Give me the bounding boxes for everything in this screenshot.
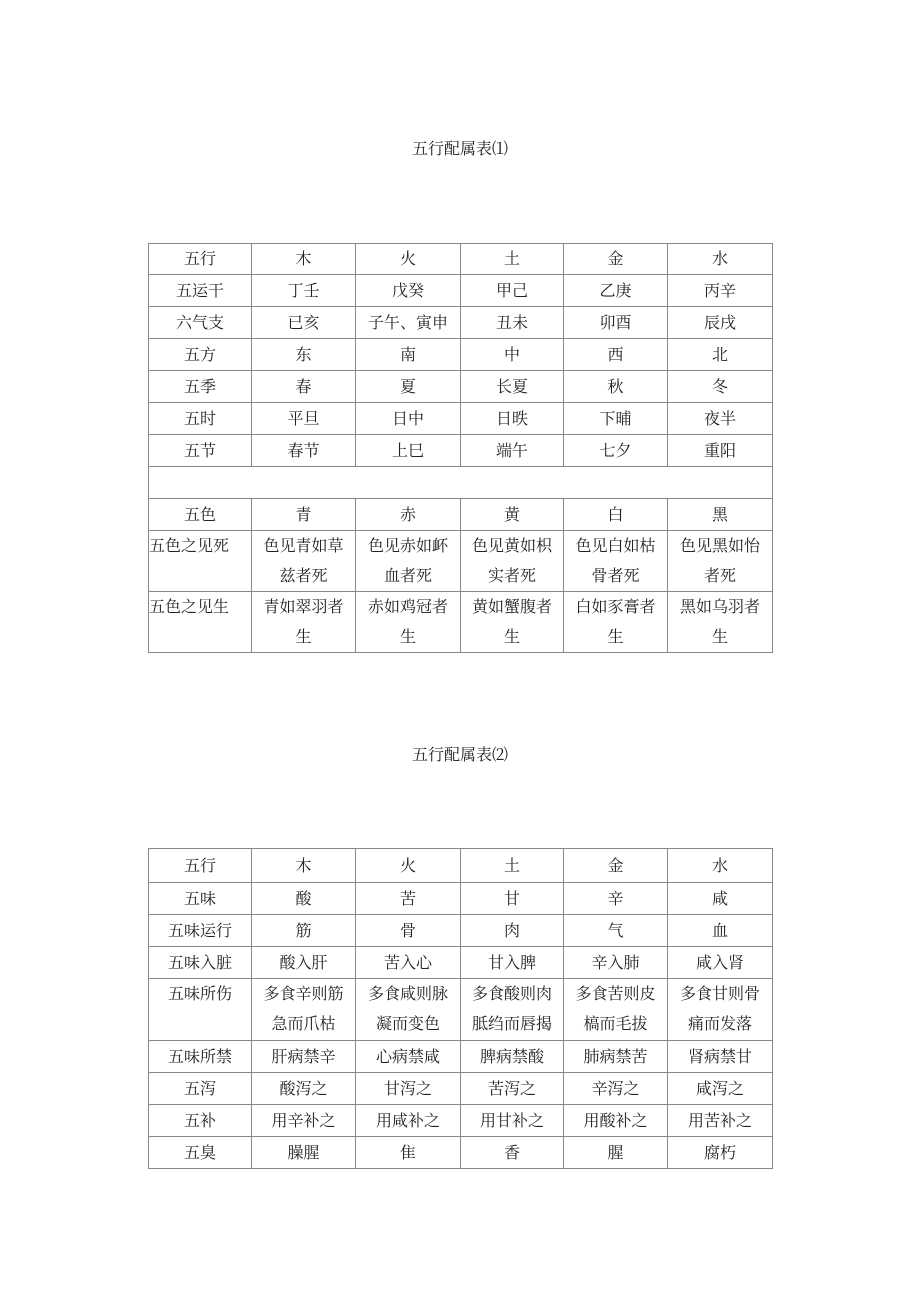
table-cell: 黄 xyxy=(461,499,564,531)
table-cell: 肺病禁苦 xyxy=(564,1041,668,1073)
table-cell: 色见赤如衃 血者死 xyxy=(356,531,461,592)
table-row xyxy=(149,915,773,947)
table-cell: 用辛补之 xyxy=(252,1105,356,1137)
table-cell: 肝病禁辛 xyxy=(252,1041,356,1073)
table-row xyxy=(149,275,773,307)
table-cell: 多食酸则肉 胝绉而唇揭 xyxy=(461,979,564,1041)
table-cell: 甘入脾 xyxy=(461,947,564,979)
table-cell: 冬 xyxy=(668,371,773,403)
table-cell: 北 xyxy=(668,339,773,371)
table-row xyxy=(149,592,773,653)
table-cell: 腥 xyxy=(564,1137,668,1169)
table-row xyxy=(149,1041,773,1073)
table-row xyxy=(149,307,773,339)
table-cell: 咸入肾 xyxy=(668,947,773,979)
table-cell: 脾病禁酸 xyxy=(461,1041,564,1073)
table-cell: 青如翠羽者 生 xyxy=(252,592,356,653)
table-cell: 土 xyxy=(461,849,564,883)
table-cell: 筋 xyxy=(252,915,356,947)
table-cell: 甲己 xyxy=(461,275,564,307)
table-cell: 辰戌 xyxy=(668,307,773,339)
table-cell: 腐朽 xyxy=(668,1137,773,1169)
row-header-cell: 五行 xyxy=(149,849,252,883)
table-cell: 中 xyxy=(461,339,564,371)
table-cell: 夜半 xyxy=(668,403,773,435)
table-cell: 辛泻之 xyxy=(564,1073,668,1105)
table-cell: 日昳 xyxy=(461,403,564,435)
blank-cell xyxy=(149,467,773,499)
blank-row xyxy=(149,467,773,499)
table-row xyxy=(149,1137,773,1169)
table-cell: 黑如乌羽者 生 xyxy=(668,592,773,653)
table-cell: 甘泻之 xyxy=(356,1073,461,1105)
table-row xyxy=(149,1105,773,1137)
table2-title: 五行配属表⑵ xyxy=(411,745,508,764)
table-cell: 酸 xyxy=(252,883,356,915)
table-row xyxy=(149,531,773,592)
table-row xyxy=(149,849,773,883)
table-cell: 金 xyxy=(564,244,668,275)
row-header-cell: 五味所伤 xyxy=(149,979,252,1041)
table-cell: 白 xyxy=(564,499,668,531)
table-cell: 肾病禁甘 xyxy=(668,1041,773,1073)
table-cell: 乙庚 xyxy=(564,275,668,307)
table-cell: 用苦补之 xyxy=(668,1105,773,1137)
five-elements-table-2 xyxy=(148,848,773,1169)
table-cell: 咸 xyxy=(668,883,773,915)
table-cell: 已亥 xyxy=(252,307,356,339)
table-cell: 赤 xyxy=(356,499,461,531)
table1-title: 五行配属表⑴ xyxy=(411,139,508,158)
table-cell: 苦入心 xyxy=(356,947,461,979)
table-cell: 心病禁咸 xyxy=(356,1041,461,1073)
table-cell: 色见白如枯 骨者死 xyxy=(564,531,668,592)
table-cell: 夏 xyxy=(356,371,461,403)
row-header-cell: 五色之见死 xyxy=(149,531,252,592)
table-cell: 苦泻之 xyxy=(461,1073,564,1105)
table-cell: 白如豕膏者 生 xyxy=(564,592,668,653)
row-header-cell: 五味 xyxy=(149,883,252,915)
table-cell: 火 xyxy=(356,849,461,883)
row-header-cell: 五季 xyxy=(149,371,252,403)
row-header-cell: 五方 xyxy=(149,339,252,371)
row-header-cell: 五色 xyxy=(149,499,252,531)
row-header-cell: 五臭 xyxy=(149,1137,252,1169)
table-cell: 七夕 xyxy=(564,435,668,467)
table-cell: 肉 xyxy=(461,915,564,947)
table-cell: 日中 xyxy=(356,403,461,435)
table-cell: 子午、寅申 xyxy=(356,307,461,339)
table-cell: 多食甘则骨 痛而发落 xyxy=(668,979,773,1041)
table-cell: 辛 xyxy=(564,883,668,915)
table-cell: 春 xyxy=(252,371,356,403)
table-cell: 多食苦则皮 槁而毛拔 xyxy=(564,979,668,1041)
table-cell: 黄如蟹腹者 生 xyxy=(461,592,564,653)
table-cell: 上巳 xyxy=(356,435,461,467)
table-cell: 咸泻之 xyxy=(668,1073,773,1105)
table-cell: 骨 xyxy=(356,915,461,947)
row-header-cell: 五时 xyxy=(149,403,252,435)
table-cell: 用咸补之 xyxy=(356,1105,461,1137)
table-cell: 气 xyxy=(564,915,668,947)
table-cell: 酸入肝 xyxy=(252,947,356,979)
table-row xyxy=(149,979,773,1041)
table-cell: 金 xyxy=(564,849,668,883)
row-header-cell: 五运干 xyxy=(149,275,252,307)
table-cell: 丁壬 xyxy=(252,275,356,307)
table-cell: 血 xyxy=(668,915,773,947)
table-cell: 色见黄如枳 实者死 xyxy=(461,531,564,592)
table-cell: 端午 xyxy=(461,435,564,467)
table-cell: 青 xyxy=(252,499,356,531)
table-cell: 赤如鸡冠者 生 xyxy=(356,592,461,653)
table-cell: 西 xyxy=(564,339,668,371)
table-cell: 木 xyxy=(252,244,356,275)
row-header-cell: 五味所禁 xyxy=(149,1041,252,1073)
table-cell: 多食咸则脉 凝而变色 xyxy=(356,979,461,1041)
table-cell: 辛入肺 xyxy=(564,947,668,979)
table-row xyxy=(149,883,773,915)
table-cell: 水 xyxy=(668,244,773,275)
table-cell: 卯酉 xyxy=(564,307,668,339)
table-cell: 黑 xyxy=(668,499,773,531)
table-cell: 木 xyxy=(252,849,356,883)
five-elements-table-1 xyxy=(148,243,773,653)
table-row xyxy=(149,499,773,531)
row-header-cell: 五行 xyxy=(149,244,252,275)
table-cell: 香 xyxy=(461,1137,564,1169)
row-header-cell: 五补 xyxy=(149,1105,252,1137)
table-cell: 水 xyxy=(668,849,773,883)
table-cell: 秋 xyxy=(564,371,668,403)
table-cell: 长夏 xyxy=(461,371,564,403)
table-cell: 丙辛 xyxy=(668,275,773,307)
table-row xyxy=(149,244,773,275)
table-row xyxy=(149,403,773,435)
table-cell: 春节 xyxy=(252,435,356,467)
table-cell: 色见青如草 兹者死 xyxy=(252,531,356,592)
table-cell: 东 xyxy=(252,339,356,371)
table-row xyxy=(149,1073,773,1105)
table-cell: 色见黑如怡 者死 xyxy=(668,531,773,592)
table-cell: 隹 xyxy=(356,1137,461,1169)
row-header-cell: 五色之见生 xyxy=(149,592,252,653)
table-row xyxy=(149,339,773,371)
table-cell: 重阳 xyxy=(668,435,773,467)
table-cell: 土 xyxy=(461,244,564,275)
table-cell: 甘 xyxy=(461,883,564,915)
table-cell: 南 xyxy=(356,339,461,371)
row-header-cell: 五味运行 xyxy=(149,915,252,947)
table-cell: 平旦 xyxy=(252,403,356,435)
table-cell: 丑未 xyxy=(461,307,564,339)
table-cell: 用酸补之 xyxy=(564,1105,668,1137)
table-row xyxy=(149,435,773,467)
table-cell: 苦 xyxy=(356,883,461,915)
row-header-cell: 五泻 xyxy=(149,1073,252,1105)
table-cell: 多食辛则筋 急而爪枯 xyxy=(252,979,356,1041)
table-cell: 戊癸 xyxy=(356,275,461,307)
table-cell: 用甘补之 xyxy=(461,1105,564,1137)
table-row xyxy=(149,947,773,979)
table-cell: 酸泻之 xyxy=(252,1073,356,1105)
table-cell: 火 xyxy=(356,244,461,275)
row-header-cell: 五味入脏 xyxy=(149,947,252,979)
row-header-cell: 五节 xyxy=(149,435,252,467)
table-row xyxy=(149,371,773,403)
row-header-cell: 六气支 xyxy=(149,307,252,339)
table-cell: 臊腥 xyxy=(252,1137,356,1169)
table-cell: 下晡 xyxy=(564,403,668,435)
